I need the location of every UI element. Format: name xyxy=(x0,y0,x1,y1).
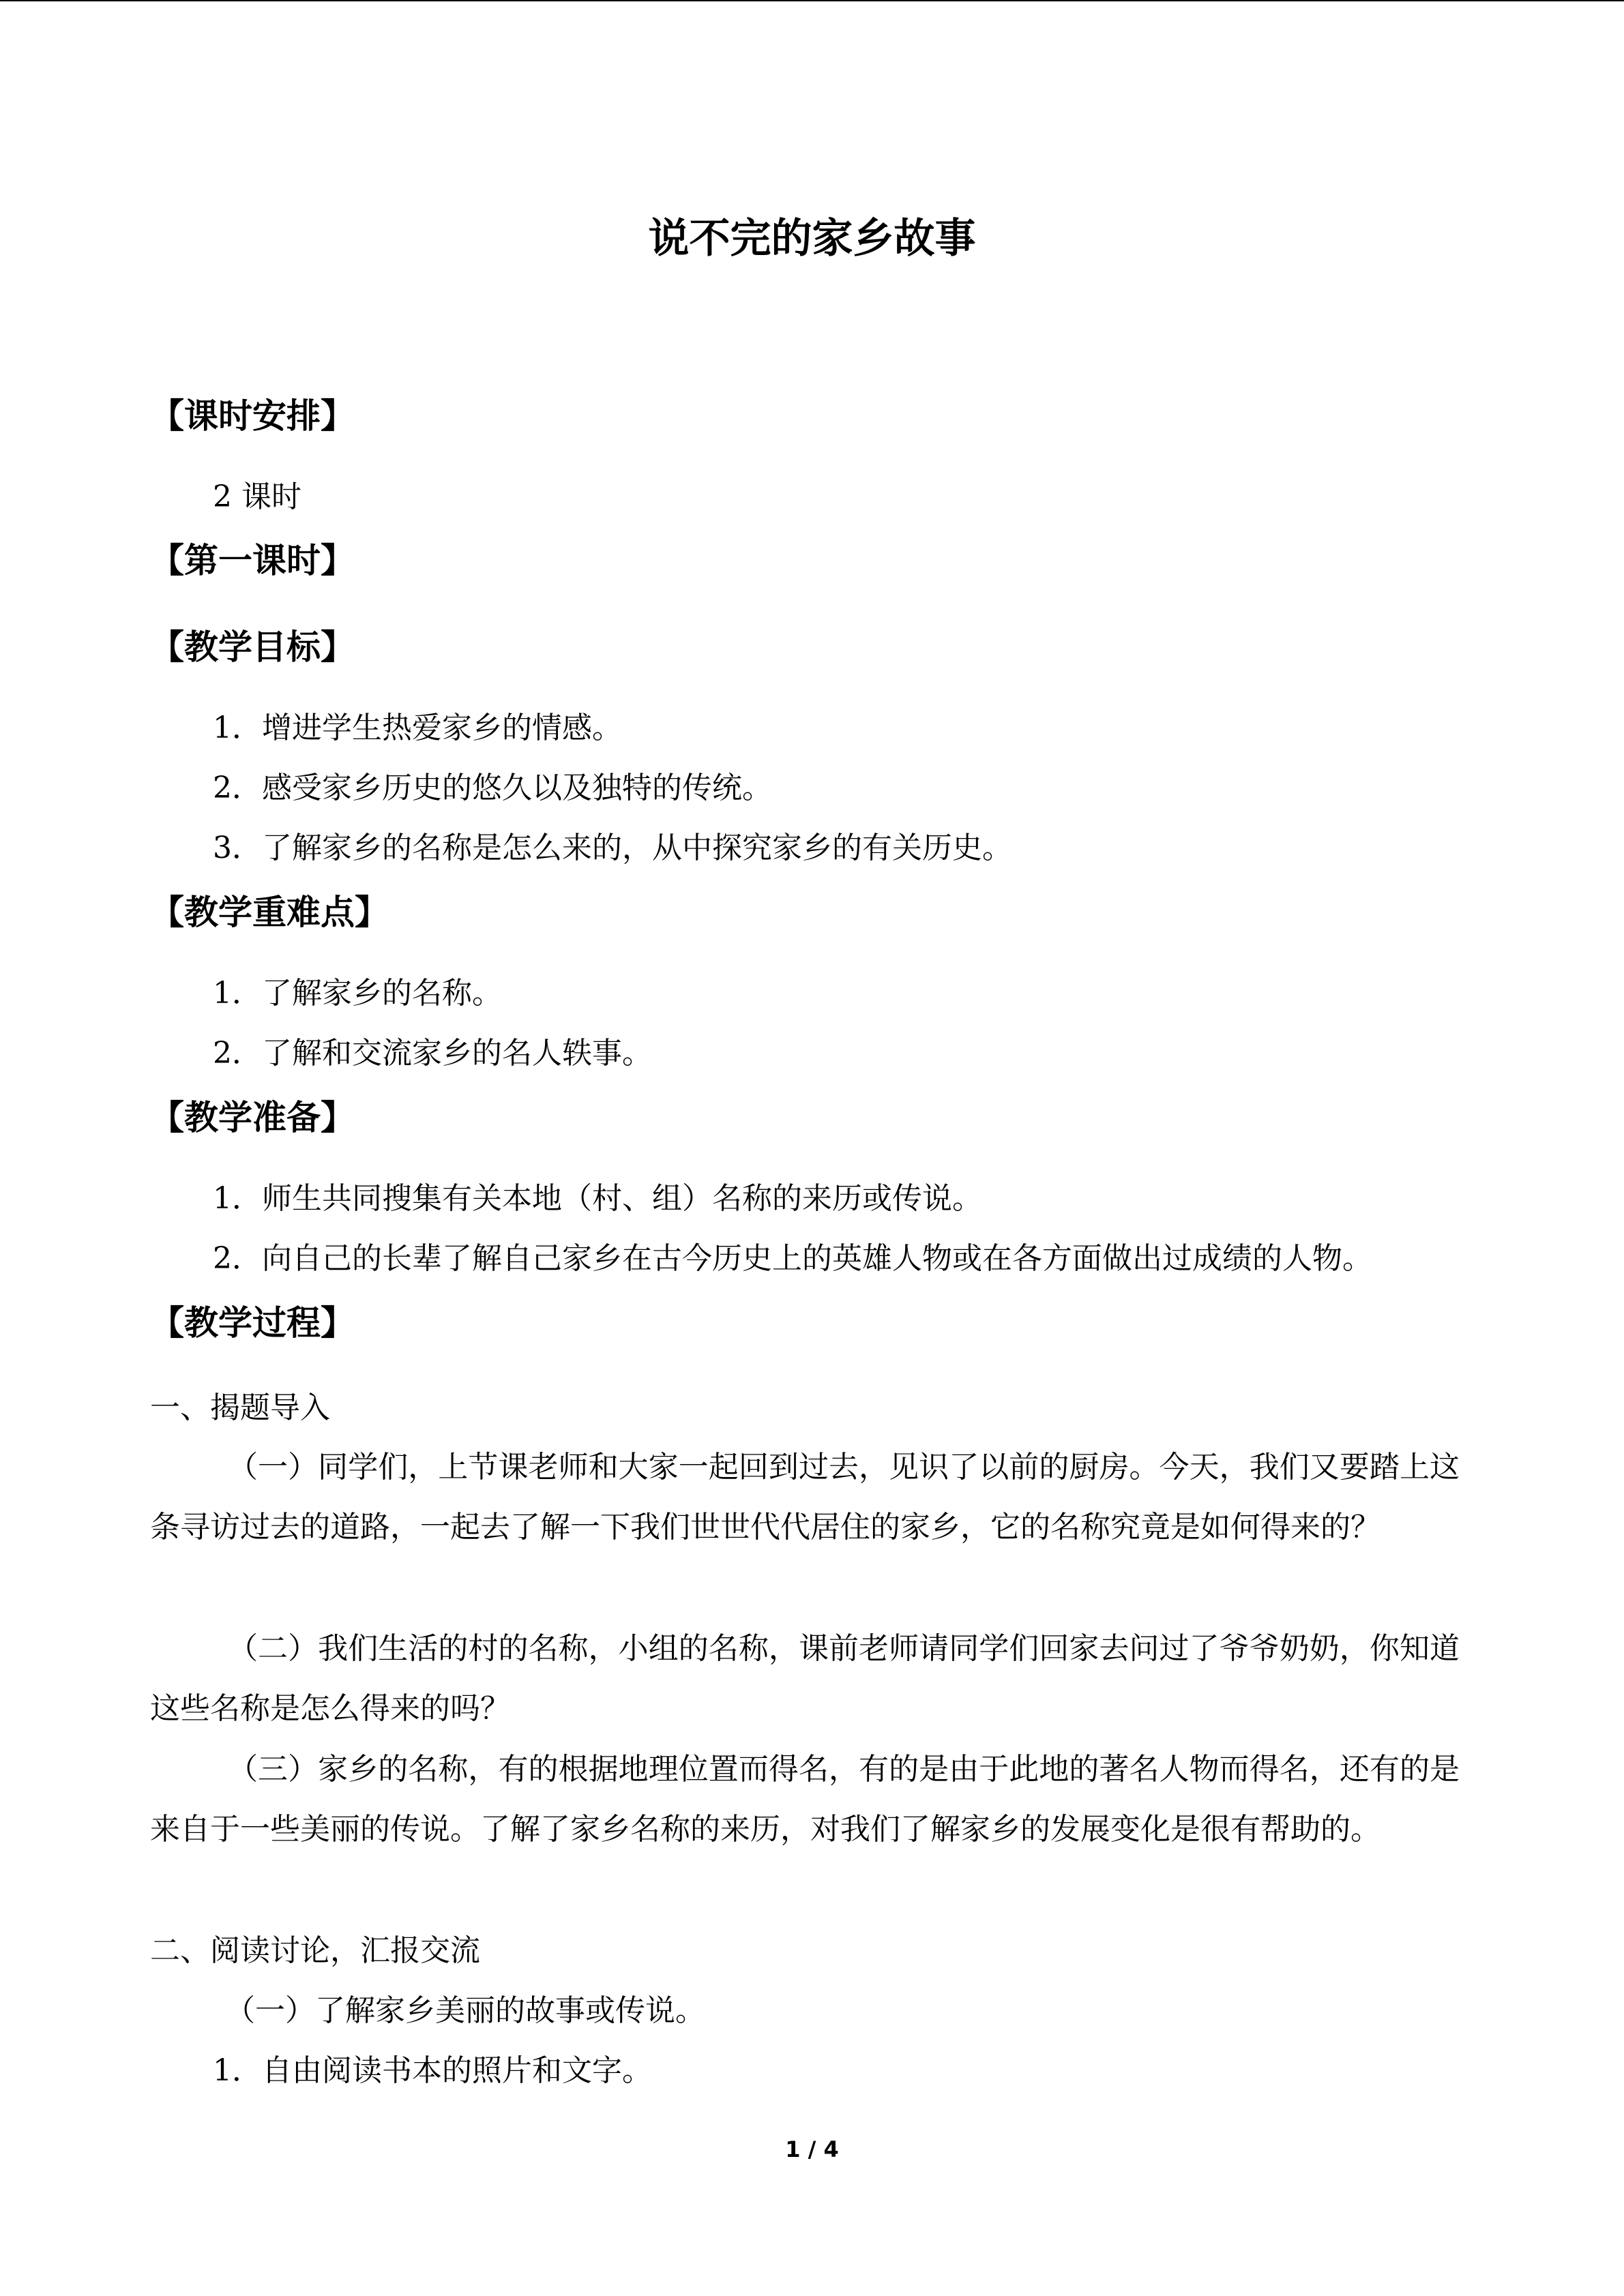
heading-key-points: 【教学重难点】 xyxy=(150,893,389,932)
key-point-item-2: 2．了解和交流家乡的名人轶事。 xyxy=(213,1036,652,1071)
page-number: 1 / 4 xyxy=(785,2136,839,2162)
process-part1-paragraph-3: （三）家乡的名称，有的根据地理位置而得名，有的是由于此地的著名人物而得名，还有的是来自于一些美丽的传说。了解了家乡名称的来历，对我们了解家乡的发展变化是很有帮助的。 xyxy=(150,1752,1460,1847)
process-part1-paragraph-2: （二）我们生活的村的名称，小组的名称，课前老师请同学们回家去问过了爷爷奶奶，你知道这些名称是怎么得来的吗？ xyxy=(150,1631,1460,1726)
goal-item-1: 1．增进学生热爱家乡的情感。 xyxy=(213,711,622,745)
document-title: 说不完的家乡故事 xyxy=(648,215,976,263)
heading-preparation: 【教学准备】 xyxy=(150,1098,355,1137)
heading-process: 【教学过程】 xyxy=(150,1303,355,1343)
preparation-item-1: 1．师生共同搜集有关本地（村、组）名称的来历或传说。 xyxy=(213,1181,982,1216)
heading-lesson1: 【第一课时】 xyxy=(150,541,355,580)
process-part2-title: 二、阅读讨论，汇报交流 xyxy=(150,1933,480,1968)
heading-schedule: 【课时安排】 xyxy=(150,396,355,436)
goal-item-2: 2．感受家乡历史的悠久以及独特的传统。 xyxy=(213,771,772,805)
preparation-item-2: 2．向自己的长辈了解自己家乡在古今历史上的英雄人物或在各方面做出过成绩的人物。 xyxy=(213,1241,1372,1276)
process-part2-item1: 1．自由阅读书本的照片和文字。 xyxy=(213,2053,652,2088)
process-part1-title: 一、揭题导入 xyxy=(150,1390,330,1425)
schedule-text: 2 课时 xyxy=(213,479,301,514)
key-point-item-1: 1．了解家乡的名称。 xyxy=(213,976,502,1011)
process-part1-paragraph-1: （一）同学们，上节课老师和大家一起回到过去，见识了以前的厨房。今天，我们又要踏上这条寻访过去的道路，一起去了解一下我们世世代代居住的家乡，它的名称究竟是如何得来的？ xyxy=(150,1450,1460,1545)
process-part2-sub1: （一）了解家乡美丽的故事或传说。 xyxy=(225,1993,705,2028)
goal-item-3: 3．了解家乡的名称是怎么来的，从中探究家乡的有关历史。 xyxy=(213,831,1012,865)
heading-goals: 【教学目标】 xyxy=(150,627,355,667)
